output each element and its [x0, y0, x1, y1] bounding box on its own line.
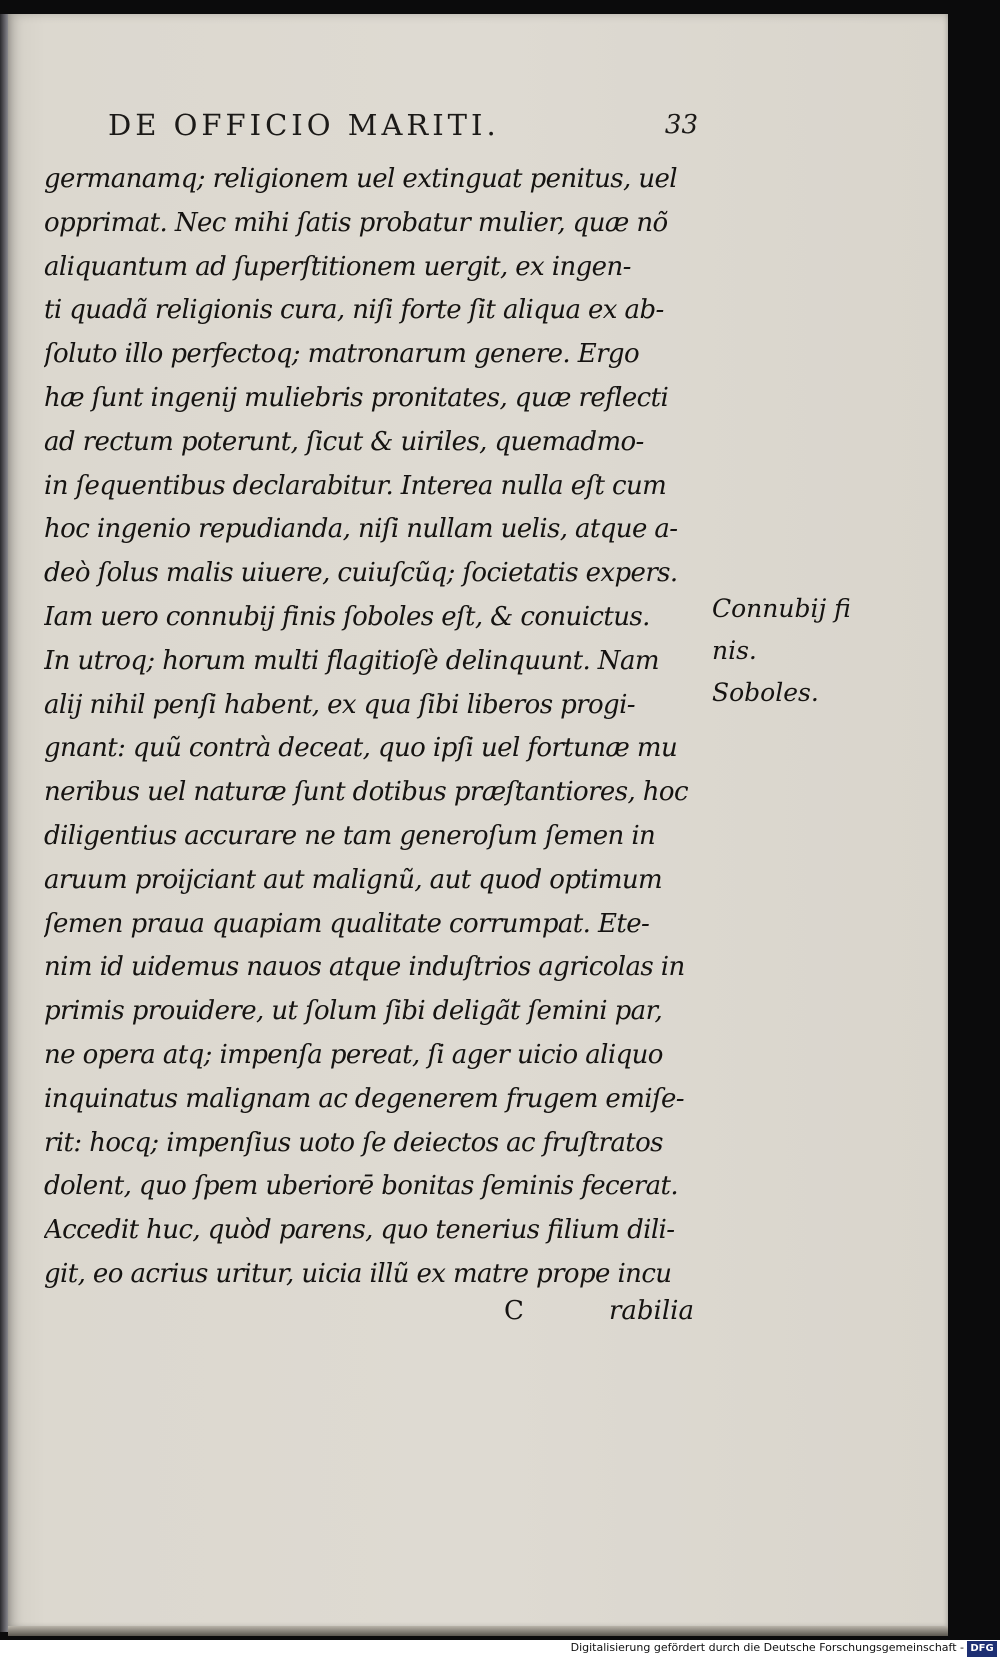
text-line: hæ ſunt ingenij muliebris pronitates, quæ reflecti — [44, 382, 669, 413]
text-line: ad rectum poterunt, ſicut & uiriles, quemadmo- — [44, 426, 644, 457]
page-number: 33 — [664, 110, 698, 140]
text-line: dolent, quo ſpem uberiorē bonitas ſeminis fecerat. — [44, 1171, 679, 1202]
catch-line — [44, 1296, 694, 1336]
text-line: alij nihil penſi habent, ex qua ſibi liberos progi- — [44, 689, 635, 720]
text-line: ſemen praua quapiam qualitate corrumpat. Ete- — [44, 908, 650, 939]
text-line: In utroq; horum multi flagitioſè delinquunt. Nam — [44, 645, 659, 676]
text-line: germanamq; religionem uel extinguat penitus, uel — [44, 164, 677, 194]
text-line: aruum proijciant aut malignũ, aut quod optimum — [44, 864, 663, 895]
text-line: hoc ingenio repudianda, niſi nullam uelis, atque a- — [44, 514, 678, 545]
text-line: Iam uero connubij finis ſoboles eſt, & conuictus. — [44, 601, 650, 632]
funding-credit: Digitalisierung gefördert durch die Deutsche Forschungsgemeinschaft - — [570, 1641, 964, 1654]
marginal-notes — [712, 588, 892, 714]
signature-mark: C — [504, 1296, 524, 1326]
text-line: diligentius accurare ne tam generoſum ſemen in — [44, 820, 656, 851]
running-title: DE OFFICIO MARITI. — [108, 108, 500, 142]
main-text-block — [44, 158, 694, 1297]
text-line: inquinatus malignam ac degenerem frugem emiſe- — [44, 1083, 684, 1114]
dfg-logo: DFG — [967, 1641, 997, 1657]
text-line: nim id uidemus nauos atque induſtrios agricolas in — [44, 952, 685, 983]
text-line: deò ſolus malis uiuere, cuiuſcũq; ſocietatis expers. — [44, 558, 678, 589]
text-line: rit: hocq; impenſius uoto ſe deiectos ac fruſtratos — [44, 1127, 663, 1158]
text-line: aliquantum ad ſuperſtitionem uergit, ex ingen- — [44, 251, 631, 282]
text-line: in ſequentibus declarabitur. Interea nulla eſt cum — [44, 470, 667, 501]
text-line: git, eo acrius uritur, uicia illũ ex matre prope incu — [44, 1258, 672, 1289]
margin-note: nis. — [712, 636, 757, 665]
text-line: gnant: quũ contrà deceat, quo ipſi uel fortunæ mu — [44, 733, 678, 764]
text-line: neribus uel naturæ ſunt dotibus præſtantiores, hoc — [44, 777, 688, 808]
catchword: rabilia — [608, 1296, 694, 1326]
text-line: Accedit huc, quòd parens, quo tenerius filium dili- — [44, 1215, 675, 1246]
text-line: ſoluto illo perfectoq; matronarum genere. Ergo — [44, 339, 640, 370]
running-header — [108, 108, 698, 148]
page-bottom-edge — [8, 1626, 948, 1636]
text-line: ne opera atq; impenſa pereat, ſi ager uicio aliquo — [44, 1039, 663, 1070]
margin-note: Connubij fi — [712, 594, 851, 623]
footer-bar — [0, 1640, 1000, 1659]
text-line: ti quadã religionis cura, niſi forte ſit aliqua ex ab- — [44, 295, 664, 326]
text-line: primis prouidere, ut ſolum ſibi deligãt ſemini par, — [44, 996, 663, 1027]
margin-note: Soboles. — [712, 678, 819, 707]
text-line: opprimat. Nec mihi ſatis probatur mulier, quæ nõ — [44, 207, 668, 238]
